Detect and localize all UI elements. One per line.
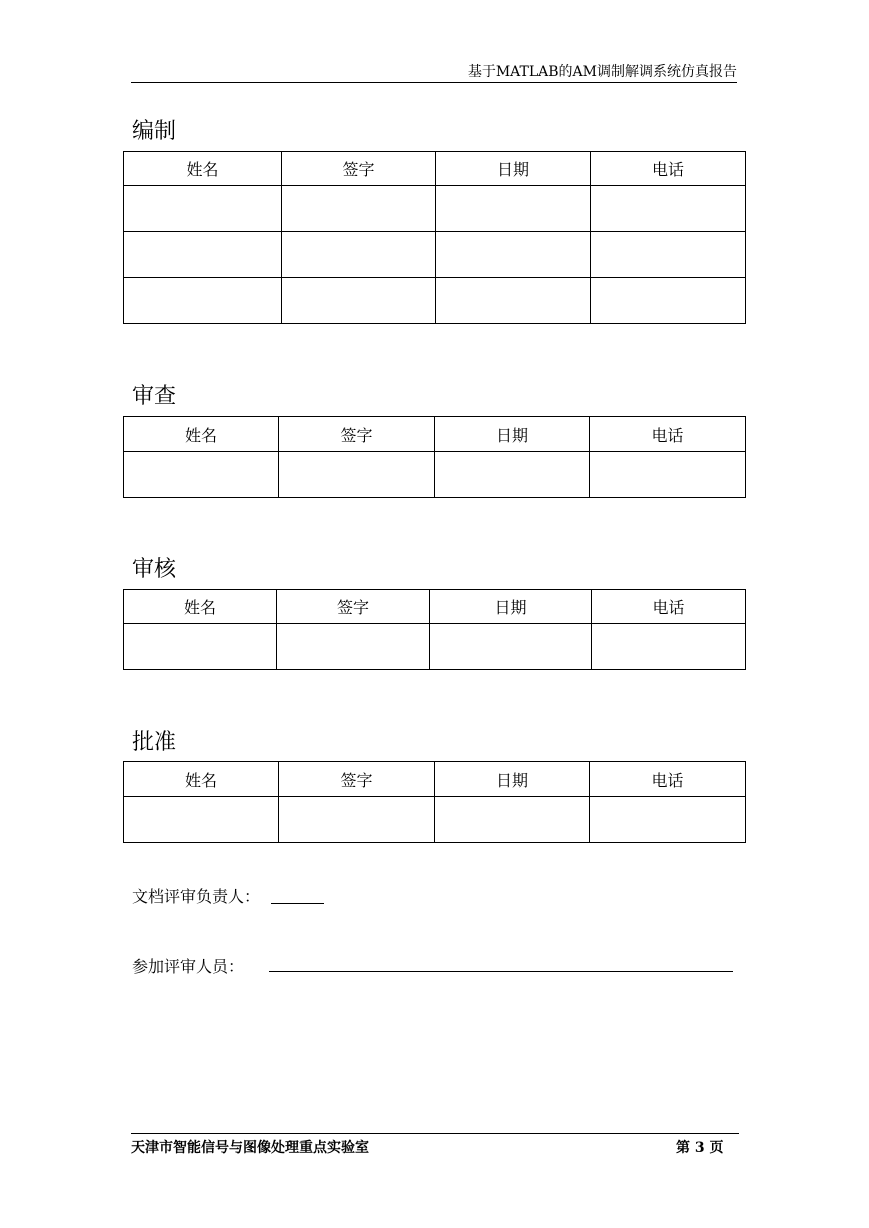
- table-row: [124, 232, 746, 278]
- section-title-compile: 编制: [132, 119, 177, 144]
- table-row: [124, 186, 746, 232]
- phone-cell[interactable]: [592, 624, 746, 670]
- name-cell[interactable]: [124, 797, 279, 843]
- section-title-audit: 审核: [132, 557, 177, 582]
- name-cell[interactable]: [124, 624, 277, 670]
- column-header-signature: 签字: [282, 152, 436, 186]
- phone-cell[interactable]: [591, 186, 746, 232]
- review-participants-label: 参加评审人员：: [132, 957, 245, 976]
- date-cell[interactable]: [436, 278, 591, 324]
- header-title: 基于MATLAB的AM调制解调系统仿真报告: [467, 64, 737, 80]
- name-cell[interactable]: [124, 452, 279, 498]
- date-cell[interactable]: [436, 186, 591, 232]
- signature-cell[interactable]: [279, 452, 435, 498]
- approve-table: [123, 761, 746, 843]
- table-header-row: [124, 590, 746, 624]
- name-cell[interactable]: [124, 232, 282, 278]
- review-owner-blank[interactable]: [271, 903, 324, 904]
- date-cell[interactable]: [435, 452, 590, 498]
- table-header-row: [124, 762, 746, 797]
- section-title-review: 审查: [132, 384, 177, 409]
- column-header-date: 日期: [435, 762, 590, 797]
- column-header-date: 日期: [435, 417, 590, 452]
- section-title-approve: 批准: [132, 730, 177, 755]
- column-header-date: 日期: [436, 152, 591, 186]
- column-header-signature: 签字: [277, 590, 430, 624]
- compile-table: [123, 151, 746, 324]
- date-cell[interactable]: [435, 797, 590, 843]
- signature-cell[interactable]: [277, 624, 430, 670]
- footer-rule: [131, 1133, 739, 1134]
- name-cell[interactable]: [124, 186, 282, 232]
- phone-cell[interactable]: [591, 278, 746, 324]
- page-number: 第 3 页: [676, 1140, 724, 1156]
- signature-cell[interactable]: [282, 278, 436, 324]
- table-header-row: [124, 152, 746, 186]
- column-header-signature: 签字: [279, 762, 435, 797]
- audit-table: [123, 589, 746, 670]
- name-cell[interactable]: [124, 278, 282, 324]
- review-participants-blank[interactable]: [269, 971, 733, 972]
- column-header-phone: 电话: [590, 417, 746, 452]
- table-header-row: [124, 417, 746, 452]
- footer-lab-name: 天津市智能信号与图像处理重点实验室: [131, 1140, 369, 1156]
- date-cell[interactable]: [430, 624, 592, 670]
- table-row: [124, 452, 746, 498]
- column-header-phone: 电话: [592, 590, 746, 624]
- column-header-name: 姓名: [124, 590, 277, 624]
- table-row: [124, 624, 746, 670]
- phone-cell[interactable]: [590, 452, 746, 498]
- column-header-date: 日期: [430, 590, 592, 624]
- review-table: [123, 416, 746, 498]
- column-header-name: 姓名: [124, 762, 279, 797]
- column-header-name: 姓名: [124, 417, 279, 452]
- column-header-phone: 电话: [591, 152, 746, 186]
- phone-cell[interactable]: [591, 232, 746, 278]
- column-header-name: 姓名: [124, 152, 282, 186]
- column-header-phone: 电话: [590, 762, 746, 797]
- signature-cell[interactable]: [279, 797, 435, 843]
- phone-cell[interactable]: [590, 797, 746, 843]
- table-row: [124, 278, 746, 324]
- review-owner-label: 文档评审负责人：: [132, 887, 261, 906]
- column-header-signature: 签字: [279, 417, 435, 452]
- signature-cell[interactable]: [282, 232, 436, 278]
- table-row: [124, 797, 746, 843]
- date-cell[interactable]: [436, 232, 591, 278]
- header-rule: [131, 82, 737, 83]
- signature-cell[interactable]: [282, 186, 436, 232]
